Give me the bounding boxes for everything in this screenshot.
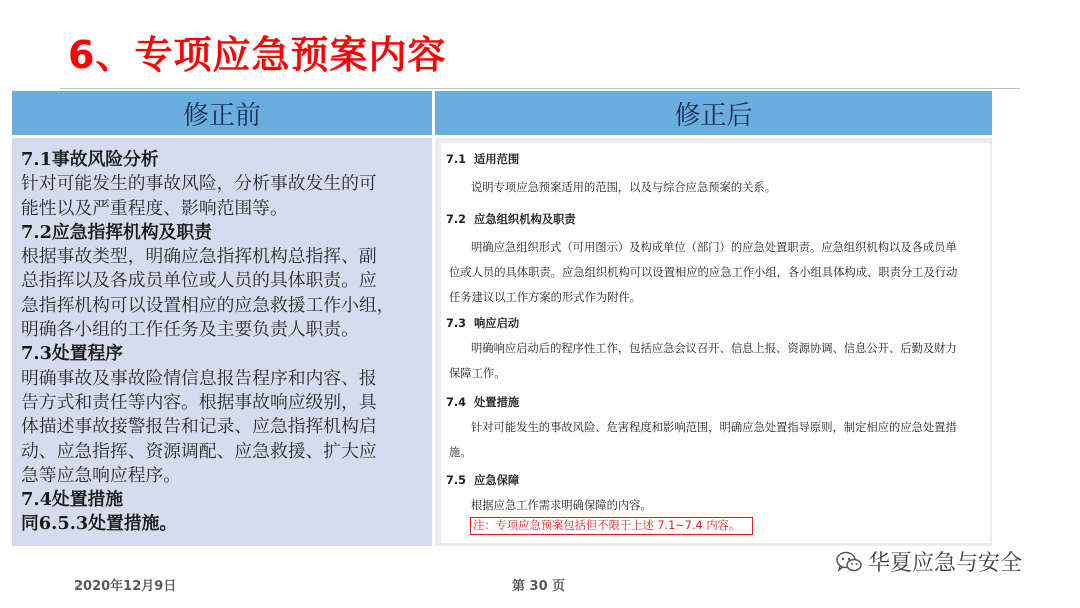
- section-title: 处置措施: [474, 396, 520, 409]
- watermark-text: 华夏应急与安全: [868, 551, 1023, 576]
- after-heading-7-4: [446, 394, 519, 410]
- before-text: 同6.5.3处置措施。: [21, 513, 178, 535]
- wechat-icon: [836, 551, 862, 573]
- before-text: 总指挥以及各成员单位或人员的具体职责。应: [21, 270, 377, 292]
- before-heading-7-3: 7.3处置程序: [21, 343, 124, 365]
- after-heading-7-3: [446, 315, 519, 331]
- header-before: 修正前: [12, 91, 432, 135]
- before-text: 急等应急响应程序。: [21, 464, 182, 486]
- section-title: 应急组织机构及职责: [474, 213, 576, 226]
- after-paragraph: 针对可能发生的事故风险、危害程度和影响范围，明确应急处置指导原则，制定相应的应急处置措 施。: [449, 421, 957, 459]
- section-title: 响应启动: [474, 317, 520, 330]
- section-number: 7.3: [446, 317, 467, 330]
- section-number: 7.2: [446, 213, 467, 226]
- after-heading-7-5: [446, 472, 519, 488]
- before-heading-7-1: 7.1事故风险分析: [21, 149, 159, 170]
- scope-note: 注：专项应急预案包括但不限于上述 7.1~7.4 内容。: [470, 517, 753, 535]
- before-heading-7-2: 7.2应急指挥机构及职责: [21, 221, 212, 243]
- before-text: 明确事故及事故险情信息报告程序和内容、报: [21, 367, 377, 389]
- header-after: 修正后: [435, 91, 992, 135]
- after-paragraph: 说明专项应急预案适用的范围，以及与综合应急预案的关系。: [471, 181, 777, 194]
- page-number: 第 30 页: [512, 579, 566, 594]
- before-text: 明确各小组的工作任务及主要负责人职责。: [21, 319, 359, 341]
- after-document: [441, 143, 990, 543]
- after-heading-7-1: [446, 151, 519, 167]
- before-text: 告方式和责任等内容。根据事故响应级别，具: [21, 391, 377, 413]
- footer-date: 2020年12月9日: [74, 579, 177, 594]
- after-heading-7-2: [446, 211, 576, 227]
- before-text: 体描述事故接警报告和记录、应急指挥机构启: [21, 416, 377, 438]
- before-text: 动、应急指挥、资源调配、应急救援、扩大应: [21, 440, 377, 462]
- before-content: [12, 138, 432, 546]
- section-number: 7.4: [446, 396, 467, 409]
- before-text: 能性以及严重程度、影响范围等。: [21, 197, 288, 219]
- section-number: 7.1: [446, 153, 467, 166]
- section-title: 应急保障: [474, 474, 520, 487]
- slide-title: 6、专项应急预案内容: [68, 33, 447, 77]
- title-divider: [60, 88, 1020, 89]
- watermark: [836, 546, 1022, 577]
- before-text: 急指挥机构可以设置相应的应急救援工作小组，: [21, 294, 395, 316]
- section-title: 适用范围: [474, 153, 520, 166]
- before-text: 针对可能发生的事故风险，分析事故发生的可: [21, 173, 377, 195]
- before-text: 根据事故类型，明确应急指挥机构总指挥、副: [21, 246, 377, 268]
- section-number: 7.5: [446, 474, 467, 487]
- after-paragraph: 根据应急工作需求明确保障的内容。: [471, 499, 652, 512]
- after-paragraph: 明确应急组织形式（可用图示）及构成单位（部门）的应急处置职责。应急组织机构以及各成员单 位或人员的具体职责。应急组织机构可以设置相应的应急工作小组，各小组具体构成、职责分工及行动 任务建议以工作方案的形式作为附件。: [449, 241, 958, 304]
- after-paragraph: 明确响应启动后的程序性工作，包括应急会议召开、信息上报、资源协调、信息公开、后勤及财力 保障工作。: [449, 342, 957, 380]
- before-heading-7-4: 7.4处置措施: [21, 489, 124, 511]
